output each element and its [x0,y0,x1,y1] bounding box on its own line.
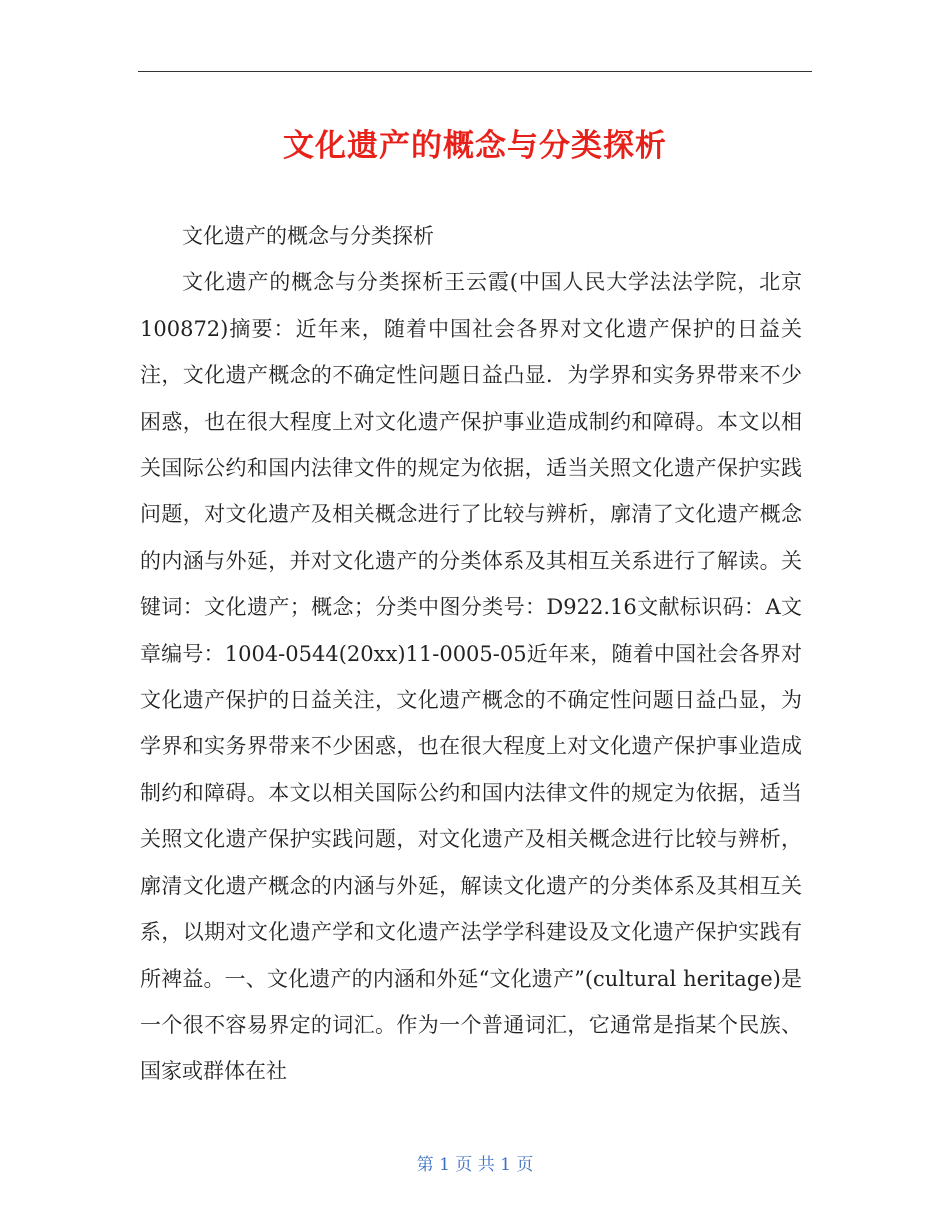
header-rule [138,71,812,72]
page-number-footer: 第 1 页 共 1 页 [416,1155,534,1175]
paragraph-subtitle: 文化遗产的概念与分类探析 [182,224,434,248]
paragraph-main: 文化遗产的概念与分类探析王云霞(中国人民大学法法学院，北京100872)摘要：近年来，随着中国社会各界对文化遗产保护的日益关注，文化遗产概念的不确定性问题日益凸显．为学界和实务界带来不少困惑，也在很大程度上对文化遗产保护事业造成制约和障碍。本文以相关国际公约和国内法律文件的规定为依据，适当关照文化遗产保护实践问题，对文化遗产及相关概念进行了比较与辨析，廓清了文化遗产概念的内涵与外延，并对文化遗产的分类体系及其相互关系进行了解读。关键词：文化遗产；概念；分类中图分类号：D922.16文献标识码：A文章编号：1004-0544(20xx)11-0005-05近年来，随着中国社会各界对文化遗产保护的日益关注，文化遗产概念的不确定性问题日益凸显，为学界和实务界带来不少困惑，也在很大程度上对文化遗产保护事业造成制约和障碍。本文以相关国际公约和国内法律文件的规定为依据，适当关照文化遗产保护实践问题，对文化遗产及相关概念进行比较与辨析，廓清文化遗产概念的内涵与外延，解读文化遗产的分类体系及其相互关系，以期对文化遗产学和文化遗产法学学科建设及文化遗产保护实践有所裨益。一、文化遗产的内涵和外延“文化遗产”(cultural heritage)是一个很不容易界定的词汇。作为一个普通词汇，它通常是指某个民族、国家或群体在社 [140,270,802,1084]
document-body [140,213,802,1095]
document-title: 文化遗产的概念与分类探析 [283,128,667,164]
